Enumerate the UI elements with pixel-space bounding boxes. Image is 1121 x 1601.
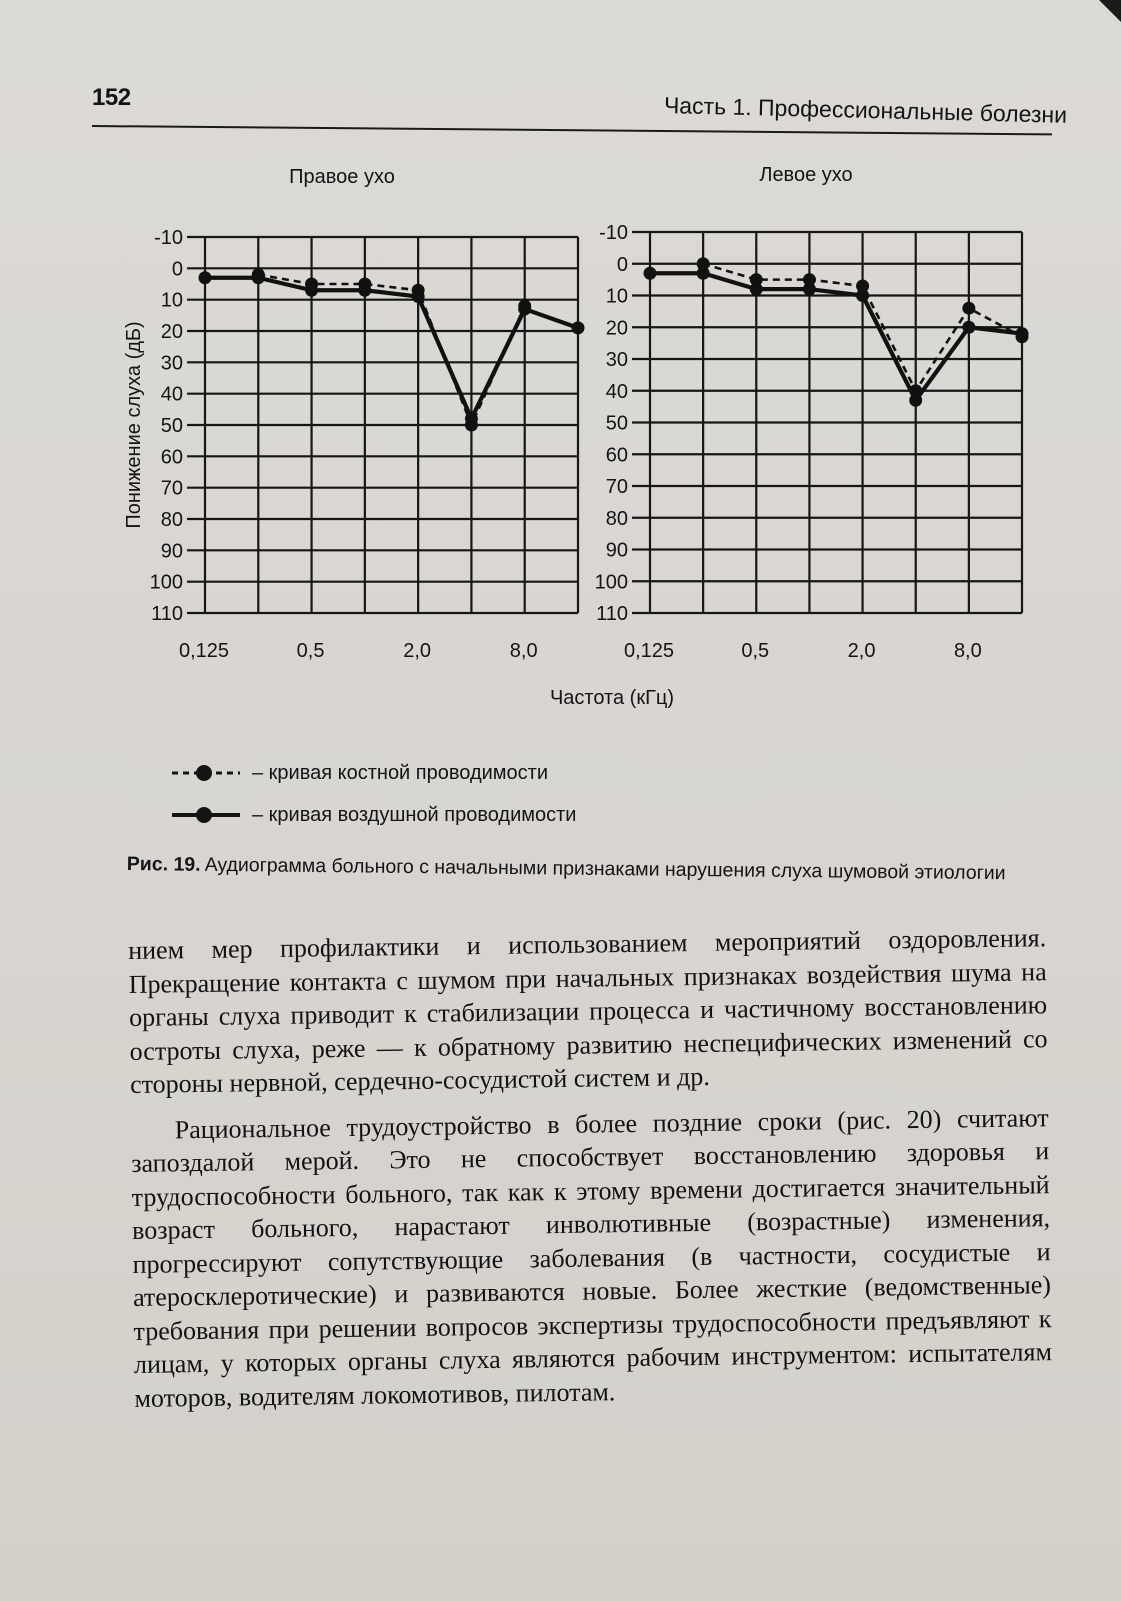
panel-left-ear-y-tick-label: 110: [596, 603, 628, 625]
body-text: [128, 921, 1053, 1415]
panel-left-ear-air-conduction-point: [1016, 327, 1029, 340]
panel-left-ear-air-conduction-point: [909, 394, 922, 407]
x-axis-label: Частота (кГц): [549, 687, 675, 709]
legend-solid-marker-icon: [170, 803, 242, 827]
panel-right-ear-y-tick-label: 30: [160, 352, 183, 375]
panel-left-ear-y-tick-label: 80: [605, 507, 628, 530]
panel-right-ear-air-conduction-point: [252, 271, 265, 284]
panel-right-ear-y-tick-label: 90: [160, 540, 183, 563]
legend-dashed-marker-icon: [170, 761, 242, 785]
caption-text: Аудиограмма больного с начальными признаками нарушения слуха шумовой этиологии: [204, 853, 1006, 885]
panel-left-ear-y-tick-label: -10: [599, 222, 628, 244]
panel-right-ear-y-tick-label: 60: [160, 446, 183, 469]
panel-right-ear-bone-conduction-line: [258, 275, 524, 425]
panel-left-ear-y-tick-label: 70: [605, 476, 628, 498]
panel-right-ear-y-tick-label: 50: [160, 415, 183, 437]
caption-label: Рис. 19.: [126, 852, 201, 876]
panel-left-ear-air-conduction-point: [803, 283, 816, 296]
panel-left-ear-y-tick-label: 10: [605, 285, 628, 308]
panel-right-ear-y-tick-label: 110: [151, 603, 183, 625]
panel-left-ear-y-tick-label: 30: [605, 349, 628, 371]
panel-left-ear-y-tick-label: 60: [605, 444, 628, 467]
panel-right-ear-x-tick-label: 2,0: [403, 640, 432, 662]
running-head: Часть 1. Профессиональные болезни: [663, 92, 1068, 128]
panel-right-ear-y-tick-label: -10: [154, 227, 183, 249]
panel-left-ear-x-tick-label: 0,5: [741, 640, 770, 662]
panel-left-ear-y-tick-label: 40: [605, 380, 628, 403]
panel-left-ear-x-tick-label: 0,125: [623, 640, 675, 662]
chart-legend: [170, 752, 576, 836]
panel-left-ear-air-conduction-point: [697, 267, 710, 280]
panel-right-ear-y-tick-label: 80: [160, 509, 183, 531]
left-ear-title: Левое ухо: [759, 164, 853, 186]
panel-right-ear-air-conduction-point: [518, 303, 531, 316]
paragraph: нием мер профилактики и использованием мероприятий оздоровления. Прекращение контакта с шумом при начальных признаках воздействия шума на органы слуха приводит к стабилизации процесса и частичному восстановлению остроты слуха, реже — к обратному развитию неспецифических изменений со стороны нервной, сердечно-сосудистой систем и др.: [128, 923, 1048, 1099]
panel-left-ear-x-tick-label: 8,0: [953, 640, 982, 662]
y-axis-label: Понижение слуха (дБ): [123, 321, 145, 529]
panel-right-ear-air-conduction-point: [465, 412, 478, 425]
panel-left-ear-x-tick-label: 2,0: [847, 640, 876, 662]
panel-right-ear-x-tick-label: 0,125: [178, 640, 230, 662]
panel-right-ear-air-conduction-point: [572, 321, 585, 334]
panel-left-ear-y-tick-label: 50: [605, 412, 628, 435]
panel-left-ear-air-conduction-point: [750, 283, 763, 296]
legend-bone: [170, 752, 576, 794]
paragraph: Рациональное трудоустройство в более поздние сроки (рис. 20) считают запоздалой мерой. Это не способствует восстановлению здоровья и трудоспособности больного, так как к этому времени достигается значительный возраст больного, нарастают инволютивные (возрастные) изменения, прогрессируют сопутствующие заболевания (в частности, сосудистые и атеросклеротические) и развиваются новые. Более жесткие (ведомственные) требования при решении вопросов экспертизы трудоспособности предъявляют к лицам, у которых органы слуха являются рабочим инструментом: испытателям моторов, водителям локомотивов, пилотам.: [131, 1102, 1053, 1413]
panel-left-ear-air-conduction-point: [856, 289, 869, 302]
legend-bone-label: – кривая костной проводимости: [252, 761, 548, 784]
legend-air: [170, 794, 576, 836]
panel-left-ear-bone-conduction-point: [962, 302, 975, 315]
right-ear-title: Правое ухо: [289, 166, 395, 188]
panel-left-ear-air-conduction-line: [650, 273, 1022, 400]
legend-air-label: – кривая воздушной проводимости: [252, 803, 577, 826]
panel-right-ear-air-conduction-point: [199, 271, 212, 284]
panel-left-ear-y-tick-label: 20: [605, 317, 628, 340]
panel-right-ear-y-tick-label: 10: [160, 289, 183, 312]
page-number: 152: [92, 84, 131, 111]
panel-right-ear-y-tick-label: 70: [160, 477, 183, 500]
panel-right-ear-air-conduction-point: [358, 284, 371, 297]
panel-right-ear-y-tick-label: 20: [160, 321, 183, 343]
panel-right-ear-y-tick-label: 40: [160, 383, 183, 406]
panel-left-ear-air-conduction-point: [962, 321, 975, 334]
panel-right-ear-x-tick-label: 8,0: [509, 640, 538, 662]
panel-left-ear-y-tick-label: 90: [605, 539, 628, 562]
panel-right-ear-air-conduction-point: [412, 290, 425, 303]
panel-right-ear-x-tick-label: 0,5: [296, 640, 325, 662]
panel-right-ear-y-tick-label: 100: [149, 571, 183, 594]
panel-right-ear-y-tick-label: 0: [171, 258, 183, 281]
panel-left-ear-air-conduction-point: [644, 267, 657, 280]
panel-right-ear-air-conduction-point: [305, 284, 318, 297]
panel-left-ear-y-tick-label: 100: [594, 571, 628, 594]
panel-left-ear-y-tick-label: 0: [616, 253, 628, 276]
